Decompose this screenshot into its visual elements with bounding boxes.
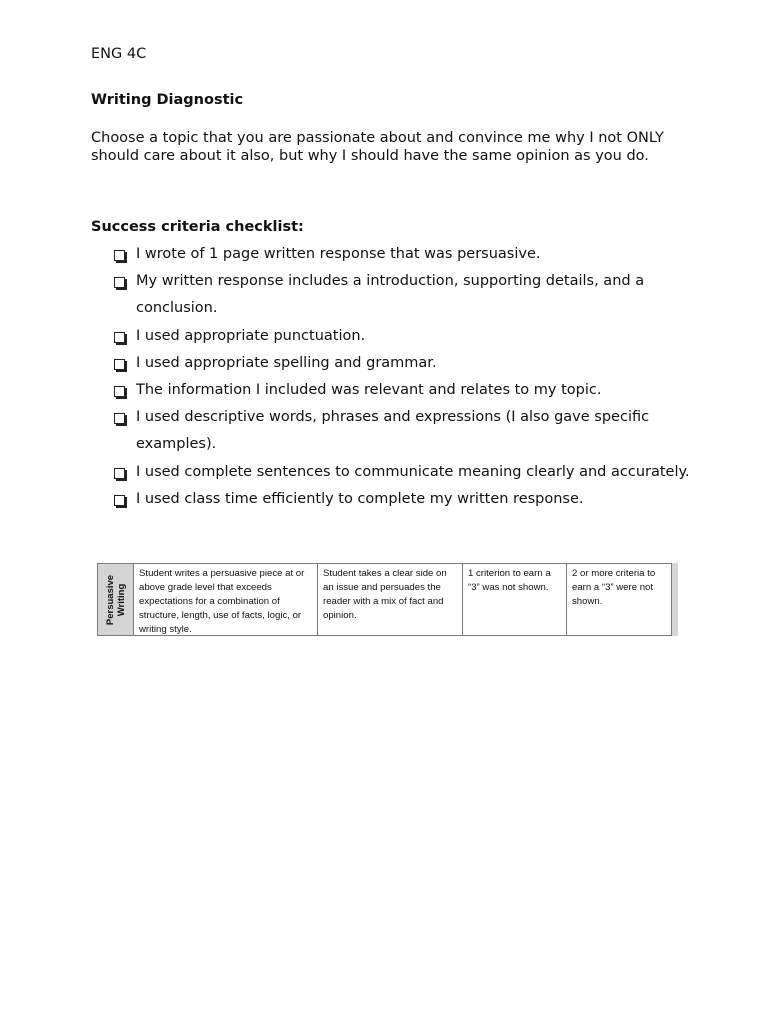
checklist-item (91, 268, 691, 322)
checklist-item-text: I used complete sentences to communicate meaning clearly and accurately. (136, 463, 690, 480)
rubric-row (97, 563, 672, 636)
rubric-cell-level-4: Student writes a persuasive piece at or above grade level that exceeds expectations for a combination of structure, length, use of facts, logic, or writing style. (134, 564, 318, 635)
checkbox-icon (114, 468, 125, 479)
checklist-item (91, 486, 691, 513)
checkbox-icon (114, 277, 125, 288)
checkbox-icon (114, 332, 125, 343)
checkbox-icon (114, 386, 125, 397)
checklist-item (91, 377, 691, 404)
checklist-item-text: My written response includes a introduction, supporting details, and a conclusion. (136, 273, 645, 317)
rubric-cell-level-3: Student takes a clear side on an issue and persuades the reader with a mix of fact and opinion. (318, 564, 463, 635)
checklist-item (91, 459, 691, 486)
checkbox-icon (114, 250, 125, 261)
checklist-item (91, 241, 691, 268)
checkbox-icon (114, 413, 125, 424)
rubric-cell-level-2: 1 criterion to earn a “3” was not shown. (463, 564, 567, 635)
checklist-item-text: I used descriptive words, phrases and expressions (I also gave specific examples). (136, 409, 650, 453)
checkbox-icon (114, 495, 125, 506)
checklist-item (91, 323, 691, 350)
success-criteria-checklist (91, 241, 691, 513)
checklist-heading: Success criteria checklist: (91, 219, 304, 235)
checklist-item-text: I wrote of 1 page written response that was persuasive. (136, 246, 541, 262)
rubric-shadow (671, 563, 678, 636)
checklist-item (91, 350, 691, 377)
checkbox-icon (114, 359, 125, 370)
rubric-table (97, 563, 678, 636)
checklist-item-text: I used appropriate punctuation. (136, 327, 366, 344)
assignment-prompt: Choose a topic that you are passionate about and convince me why I not ONLY should care about it also, but why I should have the same opinion as you do. (91, 130, 664, 164)
rubric-label-text: Persuasive Writing (104, 574, 127, 625)
checklist-item-text: I used appropriate spelling and grammar. (136, 354, 437, 371)
rubric-row-label (98, 564, 134, 635)
page-title: Writing Diagnostic (91, 92, 244, 108)
course-code: ENG 4C (91, 46, 147, 62)
checklist-item-text: The information I included was relevant and relates to my topic. (136, 382, 602, 399)
checklist-item (91, 404, 691, 458)
checklist-item-text: I used class time efficiently to complete my written response. (136, 490, 584, 507)
rubric-cell-level-1: 2 or more criteria to earn a “3” were not shown. (572, 568, 656, 607)
